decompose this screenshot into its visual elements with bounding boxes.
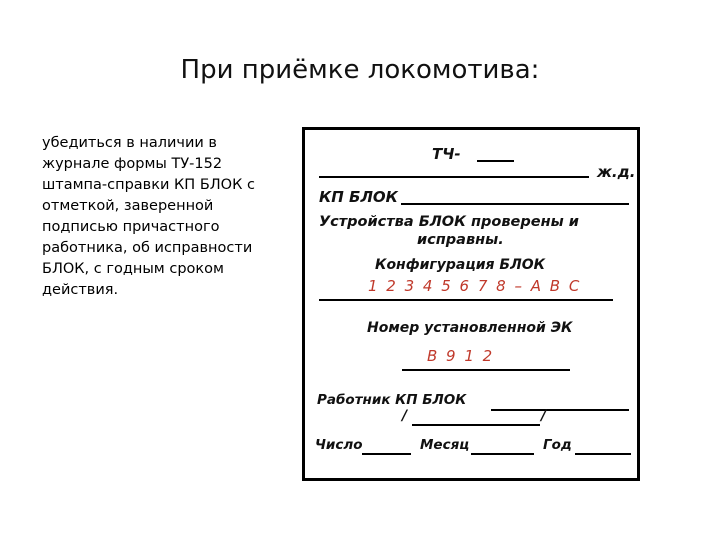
stamp-kp-blok-blank [401, 203, 629, 205]
stamp-tch-label: ТЧ- [432, 145, 461, 163]
slide-title: При приёмке локомотива: [180, 55, 540, 85]
stamp-year-blank [575, 453, 631, 455]
stamp-worker-label: Работник КП БЛОК [317, 392, 467, 408]
stamp-form [302, 127, 640, 481]
stamp-slash-right: / [541, 408, 547, 424]
stamp-signature-blank [412, 424, 540, 426]
stamp-ek-label: Номер установленной ЭК [367, 320, 573, 336]
stamp-config-blank [319, 299, 613, 301]
stamp-tch-blank [477, 160, 514, 162]
stamp-ek-value: В 9 1 2 [427, 347, 495, 365]
stamp-month-label: Месяц [420, 437, 470, 453]
stamp-year-label: Год [543, 437, 572, 453]
stamp-railway-blank [319, 176, 589, 178]
stamp-day-blank [362, 453, 411, 455]
stamp-checked-line2: исправны. [417, 232, 504, 248]
stamp-slash-left: / [402, 408, 408, 424]
stamp-worker-blank [491, 409, 629, 411]
stamp-month-blank [471, 453, 534, 455]
stamp-config-value: 1 2 3 4 5 6 7 8 – А В С [368, 277, 582, 295]
stamp-checked-line1: Устройства БЛОК проверены и [319, 214, 579, 230]
stamp-railway-label: ж.д. [597, 163, 636, 181]
stamp-config-label: Конфигурация БЛОК [375, 257, 546, 273]
stamp-day-label: Число [315, 437, 363, 453]
stamp-kp-blok-label: КП БЛОК [319, 188, 398, 206]
instruction-text: убедиться в наличии в журнале формы ТУ-152 штампа-справки КП БЛОК с отметкой, заверенной подписью причастного работника, об исправности БЛОК, с годным сроком действия. [42, 135, 255, 298]
stamp-ek-blank [402, 369, 570, 371]
